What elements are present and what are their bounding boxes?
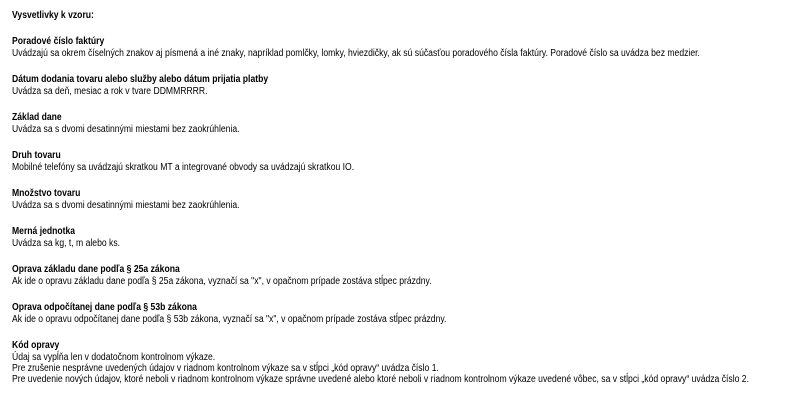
section-term: Množstvo tovaru	[12, 188, 81, 199]
section-goods-quantity	[12, 188, 691, 211]
section-description: Ak ide o opravu základu dane podľa § 25a zákona, vyznačí sa "x", v opačnom prípade zostáva stĺpec prázdny.	[12, 276, 432, 287]
section-description: Uvádza sa deň, mesiac a rok v tvare DDMMRRRR.	[12, 86, 208, 97]
section-description: Uvádza sa s dvomi desatinnými miestami bez zaokrúhlenia.	[12, 200, 240, 211]
section-description: Uvádza sa s dvomi desatinnými miestami bez zaokrúhlenia.	[12, 124, 240, 135]
section-term: Druh tovaru	[12, 150, 61, 161]
notes-heading: Vysvetlivky k vzoru:	[12, 10, 94, 21]
section-term: Oprava odpočítanej dane podľa § 53b zákona	[12, 302, 197, 313]
section-term: Poradové číslo faktúry	[12, 36, 105, 47]
section-delivery-date	[12, 74, 691, 97]
section-description: Pre uvedenie nových údajov, ktoré neboli v riadnom kontrolnom výkaze správne uvedené alebo ktoré neboli v riadnom kontrolnom výkaze uvedené vôbec, sa v stĺpci „kód opravy“ uvádza číslo 2.	[12, 374, 749, 385]
section-description: Údaj sa vypĺňa len v dodatočnom kontrolnom výkaze.	[12, 352, 216, 363]
section-term: Merná jednotka	[12, 226, 76, 237]
section-term: Základ dane	[12, 112, 62, 123]
section-tax-base-correction	[12, 264, 691, 287]
explanatory-notes	[12, 10, 749, 400]
section-description: Pre zrušenie nesprávne uvedených údajov v riadnom kontrolnom výkaze sa v stĺpci „kód opravy“ uvádza číslo 1.	[12, 363, 439, 374]
section-term: Dátum dodania tovaru alebo služby alebo dátum prijatia platby	[12, 74, 269, 85]
section-deducted-tax-correction	[12, 302, 691, 325]
section-term: Kód opravy	[12, 340, 60, 351]
section-invoice-number	[12, 36, 700, 59]
section-description: Uvádza sa kg, t, m alebo ks.	[12, 238, 121, 249]
section-term: Oprava základu dane podľa § 25a zákona	[12, 264, 180, 275]
section-tax-base	[12, 112, 691, 135]
section-description: Mobilné telefóny sa uvádzajú skratkou MT a integrované obvody sa uvádzajú skratkou IO.	[12, 162, 355, 173]
section-goods-type	[12, 150, 691, 173]
section-correction-code	[12, 340, 749, 385]
section-description: Ak ide o opravu odpočítanej dane podľa § 53b zákona, vyznačí sa "x", v opačnom prípade zostáva stĺpec prázdny.	[12, 314, 447, 325]
section-unit	[12, 226, 691, 249]
section-description: Uvádzajú sa okrem číselných znakov aj písmená a iné znaky, napríklad pomlčky, lomky, hviezdičky, ak sú súčasťou poradového čísla faktúry. Poradové číslo sa uvádza bez medzier.	[12, 48, 700, 59]
